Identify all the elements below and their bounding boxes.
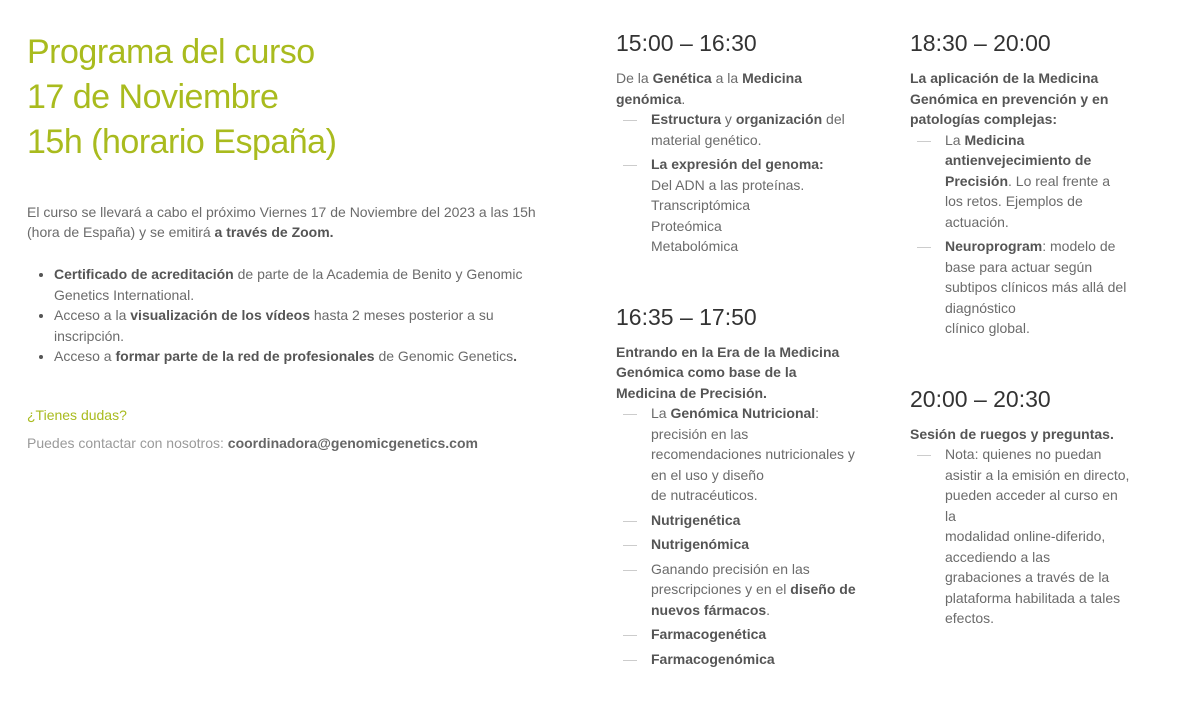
title-line-2: 17 de Noviembre [27,78,279,116]
topic-text: : [815,405,820,421]
session-topics [616,109,856,257]
bullet-end: . [513,348,517,364]
list-item [651,403,856,506]
session-block [616,302,856,670]
topic-bold: Medicina antienvejecimiento de Precisión [945,131,1092,189]
topic-text: Ganando precisión en las prescripciones y en el [651,560,810,597]
topic-bold: Farmacogenética [651,626,767,642]
session-block [910,384,1130,629]
topic-text: Proteómica [651,217,722,234]
intro-paragraph [27,202,547,242]
intro-bold: a través de Zoom. [214,224,334,240]
list-item [651,649,856,670]
topic-text: de nutracéuticos. [651,487,758,503]
intro-text: El curso se llevará a cabo el próximo Viernes 17 de Noviembre del 2023 a las 15h (hora de España) y se emitirá [27,204,536,240]
schedule-column-2 [910,28,1130,674]
topic-bold: Neuroprogram [945,238,1043,254]
topic-bold: diseño de nuevos fármacos [651,581,856,618]
topic-text: y [721,111,736,127]
bullet-text: de parte de la Academia de Benito y Genomic Genetics International. [54,266,523,303]
session-time: 15:00 – 16:30 [616,30,757,56]
topic-bold: organización [735,111,823,127]
bullet-pre: Acceso a la [54,307,131,323]
list-item [651,534,856,555]
topic-bold: Nutrigenética [651,511,741,528]
bullet-pre: Acceso a [54,348,116,364]
title-line-1: Programa del curso [27,33,315,71]
subtitle-bold: Entrando en la Era de la Medicina Genómica como base de la Medicina de Precisión. [616,343,840,401]
bullet-bold: formar parte de la red de profesionales [115,348,375,364]
doubts-heading: ¿Tienes dudas? [27,406,127,423]
benefits-list [27,264,547,367]
subtitle-bold: La aplicación de la Medicina Genómica en prevención y en patologías complejas: [910,70,1109,127]
topic-text: . [766,601,771,618]
topic-bold: La expresión del genoma: [651,156,824,172]
topic-text: precisión en las recomendaciones nutricionales y en el uso y diseño [651,425,855,483]
list-item [54,346,547,367]
topic-text: Transcriptómica [651,197,751,213]
session-topics [910,130,1130,339]
subtitle-text: . [681,90,686,107]
topic-text: Del ADN a las proteínas. [651,176,805,193]
session-time: 16:35 – 17:50 [616,303,757,330]
topic-bold: Nutrigenómica [651,536,750,552]
session-subtitle [616,68,856,109]
contact-text: Puedes contactar con nosotros: [27,434,228,451]
topic-text: La [651,405,671,421]
topic-text: modalidad online-diferido, accediendo a las grabaciones a través de la plataforma habilitada a tales efectos. [945,528,1121,626]
list-item [651,559,856,621]
bullet-bold: visualización de los vídeos [130,307,310,323]
list-item [651,109,856,150]
session-subtitle [616,342,856,404]
contact-line [27,435,547,451]
schedule-column-1 [616,28,856,714]
topic-bold: Farmacogenómica [651,650,775,667]
subtitle-text: a la [711,70,743,86]
session-block [616,28,856,257]
topic-text: . Lo real frente a los retos. Ejemplos de actuación. [945,172,1110,230]
session-block [910,28,1130,339]
title-line-3: 15h (horario España) [27,123,337,161]
subtitle-bold: Medicina genómica [616,70,802,107]
list-item [945,236,1130,339]
bullet-bold: Certificado de acreditación [54,266,234,282]
contact-email-link[interactable]: coordinadora@genomicgenetics.com [227,434,478,451]
topic-text: Nota: quienes no puedan asistir a la emisión en directo, pueden acceder al curso en la [945,446,1130,524]
bullet-text: hasta 2 meses posterior a su inscripción. [54,307,494,344]
bullet-text: de Genomic Genetics [374,348,514,364]
session-subtitle [910,424,1130,445]
list-item [651,154,856,257]
list-item [54,305,547,346]
topic-bold: Genómica Nutricional [670,405,816,421]
session-topics [616,403,856,669]
topic-text: Metabolómica [651,238,739,254]
topic-text: del material genético. [651,111,845,148]
subtitle-text: De la [616,70,653,86]
subtitle-bold: Genética [652,70,712,86]
topic-bold: Estructura [651,111,722,127]
list-item [54,264,547,305]
page-title [27,30,547,165]
session-topics [910,444,1130,629]
subtitle-bold: Sesión de ruegos y preguntas. [910,425,1114,442]
topic-text: : modelo de base para actuar según subtipos clínicos más allá del diagnóstico [945,238,1127,316]
list-item [651,624,856,645]
session-subtitle [910,68,1130,130]
topic-text: clínico global. [945,320,1030,336]
list-item [945,130,1130,233]
list-item [651,510,856,531]
session-time: 18:30 – 20:00 [910,30,1051,56]
topic-text: La [945,131,965,148]
session-time: 20:00 – 20:30 [910,385,1051,412]
course-info [27,30,547,451]
list-item [945,444,1130,629]
